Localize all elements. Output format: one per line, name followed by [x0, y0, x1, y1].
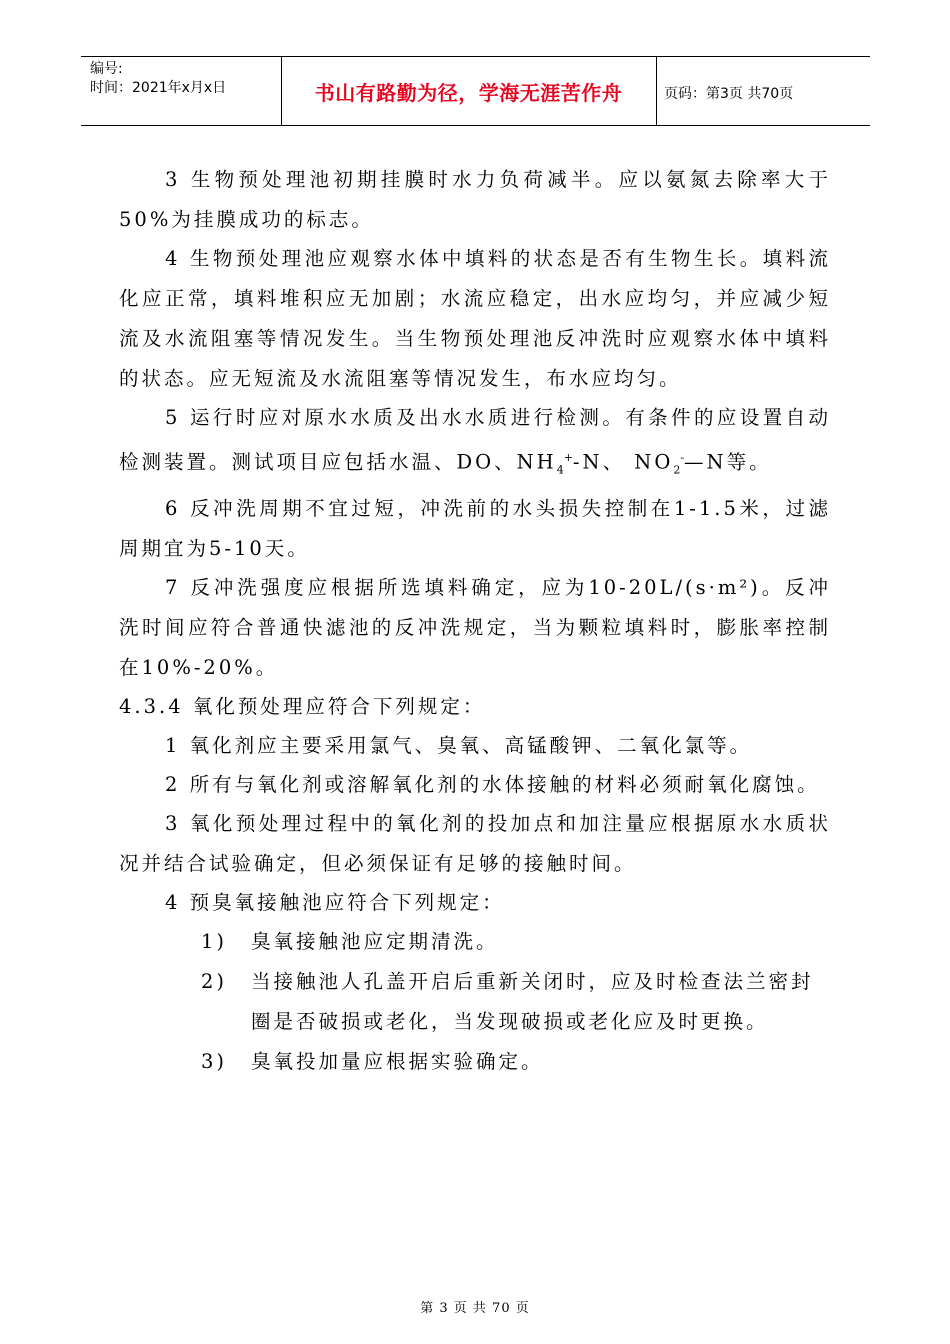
paragraph-5-text-b: -N、 NO — [572, 450, 674, 474]
paragraph-5-text-c: —N等。 — [684, 450, 772, 474]
list-item-text: 臭氧投加量应根据实验确定。 — [251, 1050, 544, 1074]
list-item — [201, 922, 831, 962]
nh4-superscript: + — [563, 451, 573, 464]
clause-2: 2 所有与氧化剂或溶解氧化剂的水体接触的材料必须耐氧化腐蚀。 — [165, 773, 820, 797]
document-body — [119, 160, 831, 1082]
section-heading-4-3-4: 4.3.4 氧化预处理应符合下列规定： — [119, 695, 486, 719]
page-footer: 第 3 页 共 70 页 — [420, 1301, 530, 1316]
list-item — [201, 1042, 831, 1082]
document-number-label: 编号: — [90, 61, 123, 77]
list-item-number: 1) — [201, 930, 228, 954]
header-page-code: 页码：第3页 共70页 — [664, 86, 794, 102]
clause-4: 4 预臭氧接触池应符合下列规定： — [165, 891, 505, 915]
list-item — [201, 962, 831, 1042]
no2-subscript: 2 — [673, 463, 681, 477]
document-time-label: 时间：2021年x月x日 — [90, 80, 227, 96]
header-page-cell — [656, 57, 870, 125]
page-header — [81, 56, 870, 126]
list-item-number: 2) — [201, 970, 228, 994]
clause-1: 1 氧化剂应主要采用氯气、臭氧、高锰酸钾、二氧化氯等。 — [165, 734, 753, 758]
header-meta-cell — [81, 57, 282, 125]
paragraph-5 — [119, 398, 831, 490]
header-motto: 书山有路勤为径，学海无涯苦作舟 — [314, 81, 623, 105]
list-item-text: 臭氧接触池应定期清洗。 — [251, 930, 499, 954]
no2-superscript: - — [680, 451, 685, 464]
paragraph-3: 3 生物预处理池初期挂膜时水力负荷减半。应以氨氮去除率大于50%为挂膜成功的标志。 — [119, 168, 831, 231]
paragraph-6: 6 反冲洗周期不宜过短，冲洗前的水头损失控制在1-1.5米，过滤周期宜为5-10天。 — [119, 497, 831, 561]
list-item-number: 3) — [201, 1050, 228, 1074]
paragraph-4: 4 生物预处理池应观察水体中填料的状态是否有生物生长。填料流化应正常，填料堆积应无加剧；水流应稳定，出水应均匀，并应减少短流及水流阻塞等情况发生。当生物预处理池反冲洗时应观察水体中填料的状态。应无短流及水流阻塞等情况发生，布水应均匀。 — [119, 247, 831, 390]
paragraph-5-text-a: 5 运行时应对原水水质及出水水质进行检测。有条件的应设置自动检测装置。测试项目应包括水温、DO、NH — [119, 406, 831, 474]
paragraph-7: 7 反冲洗强度应根据所选填料确定，应为10-20L/(s·m²)。反冲洗时间应符合普通快滤池的反冲洗规定，当为颗粒填料时，膨胀率控制在10%-20%。 — [119, 576, 831, 680]
nh4-subscript: 4 — [556, 463, 564, 477]
header-motto-cell — [281, 57, 657, 125]
list-item-text: 当接触池人孔盖开启后重新关闭时，应及时检查法兰密封圈是否破损或老化，当发现破损或老化应及时更换。 — [251, 970, 814, 1034]
clause-3: 3 氧化预处理过程中的氧化剂的投加点和加注量应根据原水水质状况并结合试验确定，但必须保证有足够的接触时间。 — [119, 812, 831, 876]
